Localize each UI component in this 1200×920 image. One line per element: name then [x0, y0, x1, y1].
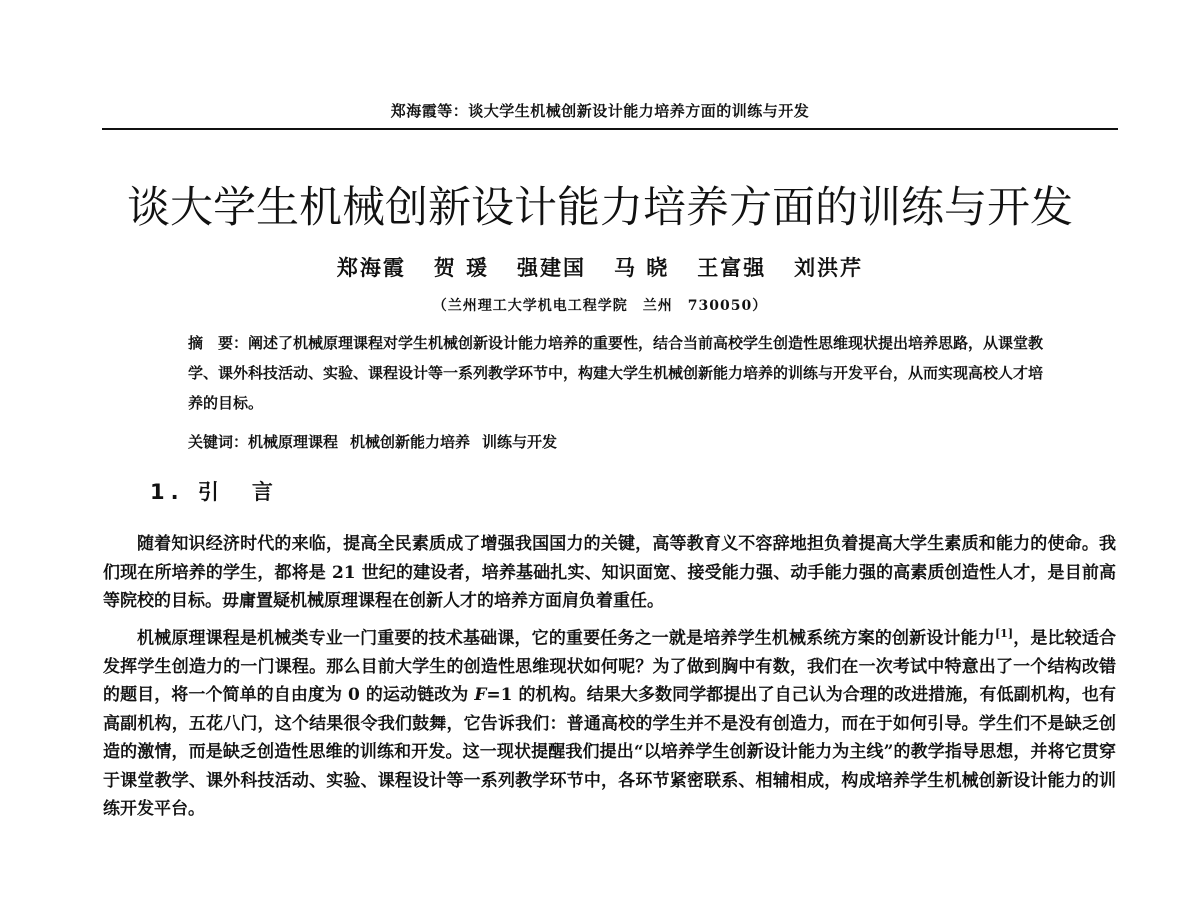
section-heading: 1. 引 言 — [150, 480, 279, 504]
abstract-label: 摘 要： — [188, 334, 249, 352]
running-header: 郑海霞等：谈大学生机械创新设计能力培养方面的训练与开发 — [390, 102, 810, 120]
keywords — [188, 427, 1048, 457]
paragraph — [103, 620, 1116, 824]
affiliation: （兰州理工大学机电工程学院 兰州 730050） — [432, 298, 768, 314]
keyword: 训练与开发 — [482, 433, 558, 451]
variable: F — [474, 685, 487, 706]
author-name: 刘洪芹 — [794, 255, 864, 280]
author-name: 马 晓 — [613, 255, 670, 280]
abstract — [188, 328, 1048, 418]
author-name: 郑海霞 — [336, 255, 406, 280]
paragraph — [103, 530, 1116, 616]
paper-title: 谈大学生机械创新设计能力培养方面的训练与开发 — [127, 183, 1073, 233]
abstract-text: 阐述了机械原理课程对学生机械创新设计能力培养的重要性，结合当前高校学生创造性思维现状提出培养思路，从课堂教学、课外科技活动、实验、课程设计等一系列教学环节中，构建大学生机械创新能力培养的训练与开发平台，从而实现高校人才培养的目标。 — [188, 334, 1044, 412]
author-name: 王富强 — [697, 255, 767, 280]
author-name: 贺 瑗 — [433, 255, 490, 280]
paragraph-text: 机械原理课程是机械类专业一门重要的技术基础课，它的重要任务之一就是培养学生机械系统方案的创新设计能力 — [137, 628, 995, 649]
paragraph-text: =1 的机构。结果大多数同学都提出了自己认为合理的改进措施，有低副机构，也有高副机构，五花八门，这个结果很令我们鼓舞，它告诉我们：普通高校的学生并不是没有创造力，而在于如何引导。学生们不是缺乏创造的激情，而是缺乏创造性思维的训练和开发。这一现状提醒我们提出“以培养学生创新设计能力为主线”的教学指导思想，并将它贯穿于课堂教学、课外科技活动、实验、课程设计等一系列教学环节中，各环节紧密联系、相辅相成，构成培养学生机械创新设计能力的训练开发平台。 — [103, 685, 1116, 820]
keywords-label: 关键词： — [188, 433, 249, 451]
author-list — [0, 252, 1200, 282]
body-text — [103, 530, 1116, 828]
author-name: 强建国 — [517, 255, 587, 280]
header-rule — [102, 128, 1118, 130]
paragraph-text: 随着知识经济时代的来临，提高全民素质成了增强我国国力的关键，高等教育义不容辞地担负着提高大学生素质和能力的使命。我们现在所培养的学生，都将是 21 世纪的建设者，培养基础扎实、知识面宽、接受能力强、动手能力强的高素质创造性人才，是目前高等院校的目标。毋庸置疑机械原理课程在创新人才的培养方面肩负着重任。 — [103, 534, 1116, 611]
paragraph-text: ，是比较适合发挥学生创造力的一门课程。那么目前大学生的创造性思维现状如何呢？为了做到胸中有数，我们在一次考试中特意出了一个结构改错的题目，将一个简单的自由度为 0 的运动链改为 — [103, 628, 1117, 706]
citation-ref: [1] — [994, 626, 1014, 640]
keyword: 机械创新能力培养 — [350, 433, 471, 451]
keyword: 机械原理课程 — [248, 433, 339, 451]
